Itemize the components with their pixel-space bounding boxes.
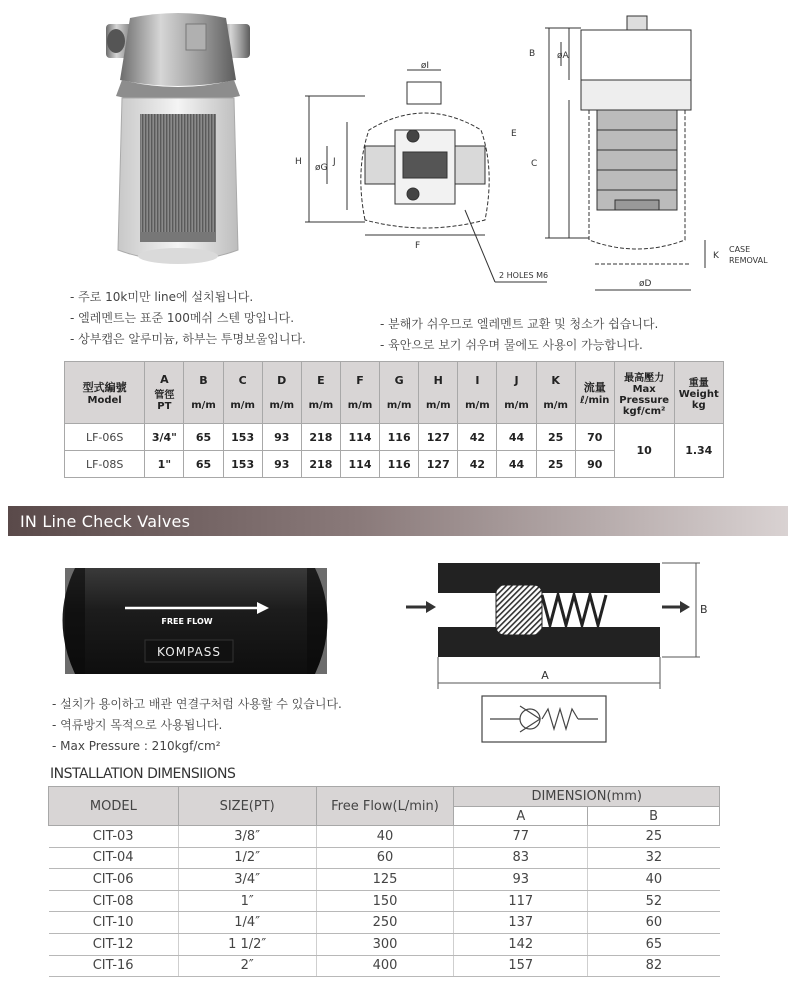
col-i: I m/m [458,362,497,424]
installation-dimensions-table [48,786,720,977]
dim-label-phi-d: øD [639,279,652,289]
filter-photo [100,10,280,280]
filter-spec-table [64,361,724,478]
col-model: 型式編號 Model [65,362,145,424]
max-pressure-value: 10 [614,424,674,478]
col-flow: Free Flow(L/min) [316,787,454,826]
col-pressure: 最高壓力 Max Pressure kgf/cm² [614,362,674,424]
col-h: H m/m [419,362,458,424]
feature-text: - 엘레멘트는 표준 100메쉬 스텐 망입니다. [70,311,295,325]
col-e: E m/m [301,362,340,424]
col-g: G m/m [380,362,419,424]
table-row: CIT-12 1 1/2″ 300 142 65 [49,933,720,955]
weight-value: 1.34 [674,424,723,478]
col-c: C m/m [223,362,262,424]
table-header-row [49,787,720,807]
dim-label-a: A [541,669,549,682]
filter-features-right [380,314,658,356]
check-valve-symbol [480,694,610,746]
dim-label-phi-i: øI [420,61,430,71]
valve-features [52,694,342,757]
feature-text: - 분해가 쉬우므로 엘레멘트 교환 및 청소가 쉽습니다. [380,317,659,331]
dim-label-k: K [713,251,719,261]
feature-text: - 주로 10k미만 line에 설치됩니다. [70,290,254,304]
dim-label-b: B [700,603,708,616]
table-row: LF-08S 1" 65 153 93 218 114 116 127 42 44 25 90 [65,451,724,478]
col-j: J m/m [497,362,536,424]
dim-label-j: J [333,157,336,167]
col-k: K m/m [536,362,575,424]
dim-label-b: B [529,49,536,59]
col-weight: 重量 Weight kg [674,362,723,424]
table-row: CIT-16 2″ 400 157 82 [49,955,720,977]
table-row: CIT-08 1″ 150 117 52 [49,890,720,912]
dim-label-e: E [511,129,517,139]
feature-text: - 상부캡은 알루미늄, 하부는 투명보울입니다. [70,332,306,346]
dim-label-phi-a: øA [557,51,569,61]
section-title: IN Line Check Valves [20,512,191,531]
table-row: CIT-03 3/8″ 40 77 25 [49,826,720,848]
free-flow-label: FREE FLOW [161,617,213,626]
col-b: B [588,807,720,826]
table-row: LF-06S 3/4" 65 153 93 218 114 116 127 42 44 25 70 10 1.34 [65,424,724,451]
col-dimension: DIMENSION(mm) [454,787,720,807]
case-removal-line2: REMOVAL [729,256,768,265]
valve-photo [45,558,345,683]
col-a: A 管徑 PT [145,362,184,424]
col-b: B m/m [184,362,223,424]
dim-label-phi-g: øG [315,163,328,173]
table-row: CIT-10 1/4″ 250 137 60 [49,912,720,934]
feature-text: - 설치가 용이하고 배관 연결구처럼 사용할 수 있습니다. [52,697,342,711]
col-model: MODEL [49,787,179,826]
filter-features-left [70,287,306,350]
feature-text: - Max Pressure : 210kgf/cm² [52,739,221,753]
feature-text: - 역류방지 목적으로 사용됩니다. [52,718,223,732]
col-size: SIZE(PT) [178,787,316,826]
dim-label-holes: 2 HOLES M6 [499,271,549,280]
table-header-row [65,362,724,424]
brand-label: KOMPASS [157,645,221,659]
table-row: CIT-04 1/2″ 60 83 32 [49,847,720,869]
valve-section-drawing [400,555,720,690]
col-f: F m/m [340,362,379,424]
dim-label-f: F [415,241,421,251]
col-a: A [454,807,588,826]
table-row: CIT-06 3/4″ 125 93 40 [49,869,720,891]
feature-text: - 육안으로 보기 쉬우며 물에도 사용이 가능합니다. [380,338,643,352]
dim-label-h: H [295,157,302,167]
case-removal-line1: CASE [729,245,751,254]
section-header-bar [8,506,788,536]
filter-side-view-drawing [505,10,795,300]
dim-label-c: C [531,159,538,169]
col-d: D m/m [262,362,301,424]
col-flow: 流量 ℓ/min [575,362,614,424]
installation-dimensions-title: INSTALLATION DIMENSIIONS [50,766,236,782]
